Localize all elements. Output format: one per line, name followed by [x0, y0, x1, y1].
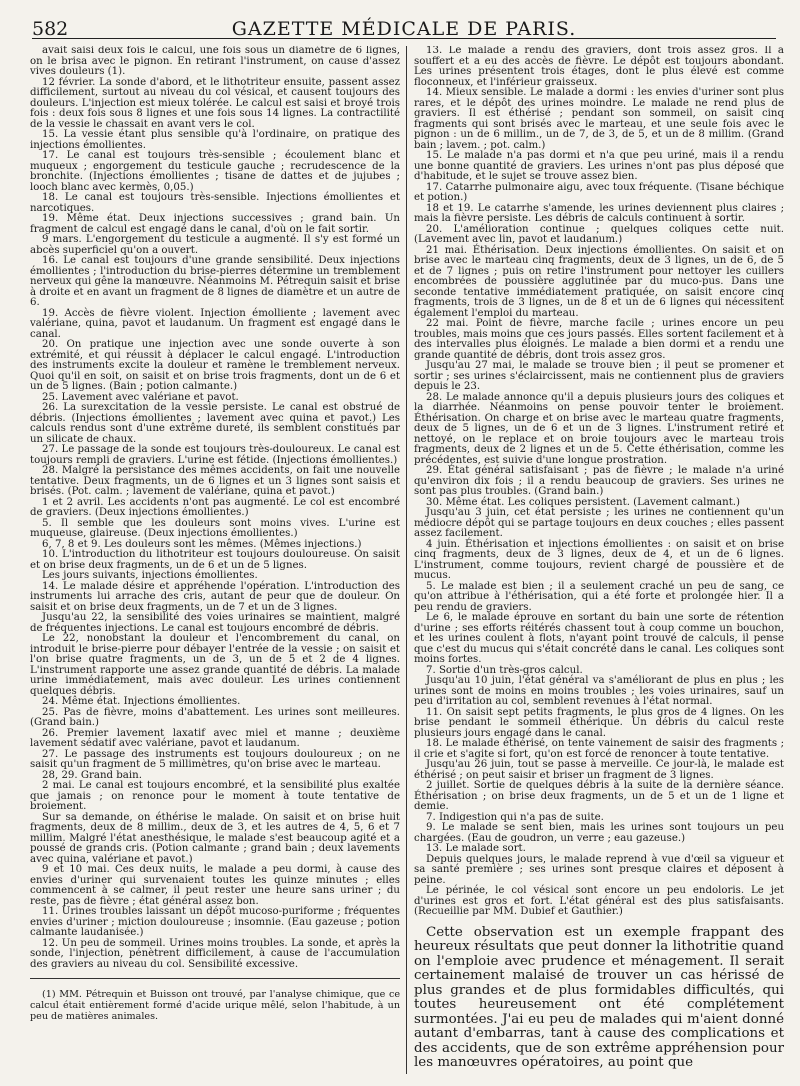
right-column-paragraph: 5. Le malade est bien ; il a seulement craché un peu de sang, ce qu'on attribue à l'éthérisation, qui a été forte et prolongée hier. Il a peu rendu de graviers.	[414, 580, 784, 613]
journal-title: GAZETTE MÉDICALE DE PARIS.	[231, 18, 577, 40]
left-column-paragraph: 15. La vessie étant plus sensible qu'à l'ordinaire, on pratique des injections émollientes.	[30, 129, 400, 151]
left-column-paragraph: 27. Le passage des instruments est toujours douloureux ; on ne saisit qu'un fragment de 5 millimètres, qu'on brise avec le marteau.	[30, 748, 400, 770]
right-column-paragraph: 9. Le malade se sent bien, mais les urines sont toujours un peu chargées. (Eau de goudron, un verre ; eau gazeuse.)	[414, 822, 784, 844]
right-column-paragraph: 17. Catarrhe pulmonaire aigu, avec toux fréquente. (Tisane béchique et potion.)	[414, 181, 784, 203]
left-paragraphs	[30, 46, 400, 970]
left-column-paragraph: 6, 7, 8 et 9. Les douleurs sont les mêmes. (Mêmes injections.)	[42, 538, 362, 550]
page-number: 582	[32, 18, 69, 40]
left-column-paragraph: 2 mai. Le canal est toujours encombré, et la sensibilité plus exaltée que jamais ; on renonce pour le moment à toute tentative de broiement.	[30, 780, 400, 812]
right-column-paragraph: Jusqu'au 10 juin, l'état général va s'améliorant de plus en plus ; les urines sont de moins en moins troubles ; les voies urinaires, sauf un peu d'irritation au col, semblent revenues à l'état normal.	[414, 675, 784, 707]
left-column-paragraph: 24. Même état. Injections émollientes.	[42, 696, 241, 707]
right-column-paragraph: 7. Sortie d'un très-gros calcul.	[426, 664, 583, 676]
left-column-paragraph: 27. Le passage de la sonde est toujours très-douloureux. Le canal est toujours rempli de graviers. L'urine est fétide. (Injections émollientes.)	[30, 444, 400, 466]
left-column-paragraph: 25. Lavement avec valériane et pavot.	[42, 391, 239, 403]
page-header	[32, 8, 776, 39]
right-column-paragraph: 13. Le malade sort.	[426, 843, 526, 854]
left-column-paragraph: 9 et 10 mai. Ces deux nuits, le malade a peu dormi, à cause des envies d'uriner qui survenaient toutes les quinze minutes ; elles commencent à se calmer, il peut rester une heure sans uriner ; du reste, pas de fièvre ; état général assez bon.	[30, 864, 400, 907]
footnote: (1) MM. Pétrequin et Buisson ont trouvé, par l'analyse chimique, que ce calcul était entièrement formé d'acide urique mêlé, selon l'habitude, à un peu de matières animales.	[30, 988, 400, 1022]
left-column-paragraph: 25. Pas de fièvre, moins d'abattement. Les urines sont meilleures. (Grand bain.)	[30, 706, 400, 728]
left-column-paragraph: Les jours suivants, injections émollientes.	[42, 570, 258, 581]
left-column-paragraph: 26. La surexcitation de la vessie persiste. Le canal est obstrué de débris. (Injections émollientes ; lavement avec quina et pavot.) Les calculs rendus sont d'une extrême dureté, ils semblent constitués par un silicate de chaux.	[30, 402, 400, 445]
right-column-paragraph: 18. Le malade éthérisé, on tente vainement de saisir des fragments ; il crie et s'agite si fort, qu'on est forcé de renoncer à toute tentative.	[414, 738, 784, 760]
left-column-paragraph: 28. Malgré la persistance des mêmes accidents, on fait une nouvelle tentative. Deux fragments, un de 6 lignes et un 3 lignes sont saisis et brisés. (Pot. calm. ; lavement de valériane, quina et pavot.)	[30, 465, 400, 497]
left-column-paragraph: 16. Le canal est toujours d'une grande sensibilité. Deux injections émollientes ; l'introduction du brise-pierres détermine un tremblement nerveux qui gêne la manœuvre. Néanmoins M. Pétrequin saisit et brise à droite et en avant un fragment de 8 lignes de diamètre et un autre de 6.	[30, 255, 400, 308]
footnote-rule	[30, 978, 400, 979]
left-column-paragraph: 18. Le canal est toujours très-sensible. Injections émollientes et narcotiques.	[30, 192, 400, 214]
right-column-paragraph: 2 juillet. Sortie de quelques débris à la suite de la dernière séance. Éthérisation ; on brise deux fragments, un de 5 et un de 1 ligne et demie.	[414, 780, 784, 812]
right-column-paragraph: 20. L'amélioration continue ; quelques coliques cette nuit. (Lavement avec lin, pavot et laudanum.)	[414, 223, 784, 245]
left-column-paragraph: Jusqu'au 22, la sensibilité des voies urinaires se maintient, malgré de fréquentes injections. Le canal est toujours encombré de débris.	[30, 612, 400, 634]
right-column-paragraph: 21 mai. Éthérisation. Deux injections émollientes. On saisit et on brise avec le marteau cinq fragments, deux de 3 lignes, un de 6, de 5 et de 7 lignes ; puis on retire l'instrument pour nettoyer les cuillers encombrées de poussière agglutinée par du muco-pus. Dans une seconde tentative immédiatement pratiquée, on saisit encore cinq fragments, trois de 3 lignes, un de 8 et un de 6 lignes qui nécessitent également l'emploi du marteau.	[414, 244, 784, 319]
column-divider	[406, 46, 407, 1074]
left-column-paragraph: 1 et 2 avril. Les accidents n'ont pas augmenté. Le col est encombré de graviers. (Deux injections émollientes.)	[30, 496, 400, 518]
right-column-paragraph: Jusqu'au 26 juin, tout se passe à merveille. Ce jour-là, le malade est éthérisé ; on peut saisir et briser un fragment de 3 lignes.	[414, 759, 784, 781]
right-column	[414, 46, 784, 1078]
right-column-paragraph: 30. Même état. Les coliques persistent. (Lavement calmant.)	[426, 496, 740, 508]
right-paragraphs	[414, 46, 784, 918]
right-column-paragraph: 4 juin. Éthérisation et injections émollientes : on saisit et on brise cinq fragments, deux de 3 lignes, deux de 4, et un de 6 lignes. L'instrument, comme toujours, revient chargé de poussière et de mucus.	[414, 538, 784, 581]
right-column-paragraph: 13. Le malade a rendu des graviers, dont trois assez gros. Il a souffert et a eu des accès de fièvre. Le dépôt est toujours abondant. Les urines présentent trois étages, dont le plus élevé est comme floconneux, et l'inférieur graisseux.	[414, 46, 784, 88]
left-column-paragraph: 12. Un peu de sommeil. Urines moins troubles. La sonde, et après la sonde, l'injection, pénètrent difficilement, à cause de l'accumulation des graviers au niveau du col. Sensibilité excessive.	[30, 937, 400, 970]
right-column-paragraph: 7. Indigestion qui n'a pas de suite.	[426, 811, 604, 823]
left-column-paragraph: 9 mars. L'engorgement du testicule a augmenté. Il s'y est formé un abcès superficiel qu'on a ouvert.	[30, 234, 400, 256]
left-column-paragraph: 28, 29. Grand bain.	[42, 769, 142, 781]
right-column-paragraph: 11. On saisit sept petits fragments, le plus gros de 4 lignes. On les brise pendant le sommeil éthérique. Un débris du calcul reste plusieurs jours engagé dans le canal.	[414, 706, 784, 739]
left-column-paragraph: 19. Même état. Deux injections successives ; grand bain. Un fragment de calcul est engagé dans le canal, d'où on le fait sortir.	[30, 213, 400, 235]
right-column-paragraph: 28. Le malade annonce qu'il a depuis plusieurs jours des coliques et la diarrhée. Néanmoins on pense pouvoir tenter le broiement. Éthérisation. On charge et on brise avec le marteau quatre fragments, deux de 5 lignes, un de 6 et un de 3 lignes. L'instrument retiré et nettoyé, on le replace et on broie toujours avec le marteau trois fragments, deux de 2 lignes et un de 5. Cette éthérisation, comme les précédentes, est suivie d'une longue prostration.	[414, 391, 784, 466]
left-column-paragraph: 12 février. La sonde d'abord, et le lithotriteur ensuite, passent assez difficilement, surtout au niveau du col vésical, et causent toujours des douleurs. L'injection est mieux tolérée. Le calcul est saisi et broyé trois fois : deux fois sous 8 lignes et une fois sous 14 lignes. La contractilité de la vessie le chassait en avant vers le col.	[30, 76, 400, 130]
commentary-paragraph: Cette observation est un exemple frappant des heureux résultats que peut donner la lithotritie quand on l'emploie avec prudence et ménagement. Il serait certainement malaisé de trouver un cas hérissé de plus grandes et de plus formidables difficultés, qui toutes heureusement ont été complétement surmontées. J'ai eu peu de malades qui m'aient donné autant d'embarras, tant à cause des complications et des accidents, que de son extrême appréhension pour les manœuvres opératoires, au point que	[414, 924, 784, 1070]
left-column-paragraph: 26. Premier lavement laxatif avec miel et manne ; deuxième lavement sédatif avec valériane, pavot et laudanum.	[30, 727, 400, 749]
left-column-paragraph: 10. L'introduction du lithotriteur est toujours douloureuse. On saisit et on brise deux fragments, un de 6 et un de 5 lignes.	[30, 549, 400, 571]
left-column	[30, 46, 400, 1078]
right-column-paragraph: 18 et 19. Le catarrhe s'amende, les urines deviennent plus claires ; mais la fièvre persiste. Les débris de calculs continuent à sortir.	[414, 202, 784, 224]
right-column-paragraph: Depuis quelques jours, le malade reprend à vue d'œil sa vigueur et sa santé première ; ses urines sont presque claires et déposent à peine.	[414, 853, 784, 886]
right-column-paragraph: 29. État général satisfaisant ; pas de fièvre ; le malade n'a uriné qu'environ dix fois ; il a rendu beaucoup de graviers. Ses urines ne sont pas plus troubles. (Grand bain.)	[414, 465, 784, 497]
right-column-paragraph: 22 mai. Point de fièvre, marche facile ; urines encore un peu troubles, mais moins que ces jours passés. Elles sortent facilement et à des intervalles plus éloignés. Le malade a bien dormi et a rendu une grande quantité de débris, dont trois assez gros.	[414, 318, 784, 361]
left-column-paragraph: Sur sa demande, on éthérise le malade. On saisit et on brise huit fragments, deux de 8 millim., deux de 3, et les autres de 4, 5, 6 et 7 millim. Malgré l'état anesthésique, le malade s'est beaucoup agité et a poussé de grands cris. (Potion calmante ; grand bain ; deux lavements avec quina, valériane et pavot.)	[30, 811, 400, 865]
right-column-paragraph: Le périnée, le col vésical sont encore un peu endoloris. Le jet d'urines est gros et fort. L'état général est des plus satisfaisants. (Recueillie par MM. Dubief et Gauthier.)	[414, 885, 784, 917]
left-column-paragraph: 5. Il semble que les douleurs sont moins vives. L'urine est muqueuse, glaireuse. (Deux injections émollientes.)	[30, 517, 400, 539]
right-column-paragraph: 14. Mieux sensible. Le malade a dormi : les envies d'uriner sont plus rares, et le dépôt des urines moindre. Le malade ne rend plus de graviers. Il est éthérisé ; pendant son sommeil, on saisit cinq fragments qui sont brisés avec le marteau, et une seule fois avec le pignon : un de 6 millim., un de 7, de 3, de 5, et un de 8 millim. (Grand bain ; lavem. ; pot. calm.)	[414, 87, 784, 151]
left-column-paragraph: avait saisi deux fois le calcul, une fois sous un diamètre de 6 lignes, on le brisa avec le pignon. En retirant l'instrument, on cause d'assez vives douleurs (1).	[30, 46, 400, 77]
right-column-paragraph: Le 6, le malade éprouve en sortant du bain une sorte de rétention d'urine ; ses efforts réitérés chassent tout à coup comme un bouchon, et les urines coulent à flots, n'ayant point trouvé de calculs, il pense que c'est du mucus qui s'était concrété dans le canal. Les coliques sont moins fortes.	[414, 612, 784, 665]
left-column-paragraph: 20. On pratique une injection avec une sonde ouverte à son extrémité, et qui réussit à déplacer le calcul engagé. L'introduction des instruments excite la douleur et ramène le tremblement nerveux. Quoi qu'il en soit, on saisit et on brise trois fragments, dont un de 6 et un de 5 lignes. (Bain ; potion calmante.)	[30, 339, 400, 392]
right-column-paragraph: Jusqu'au 3 juin, cet état persiste ; les urines ne contiennent qu'un médiocre dépôt qui se partage toujours en deux couches ; elles passent assez facilement.	[414, 507, 784, 539]
right-column-paragraph: Jusqu'au 27 mai, le malade se trouve bien ; il peut se promener et sortir ; ses urines s'éclaircissent, mais ne contiennent plus de graviers depuis le 23.	[414, 360, 784, 392]
left-column-paragraph: 14. Le malade désire et appréhende l'opération. L'introduction des instruments lui arrache des cris, autant de peur que de douleur. On saisit et on brise deux fragments, un de 7 et un de 3 lignes.	[30, 580, 400, 613]
left-column-paragraph: 11. Urines troubles laissant un dépôt mucoso-puriforme ; fréquentes envies d'uriner ; miction douloureuse ; insomnie. (Eau gazeuse ; potion calmante laudanisée.)	[30, 906, 400, 938]
left-column-paragraph: Le 22, nonobstant la douleur et l'encombrement du canal, on introduit le brise-pierre pour débayer l'entrée de la vessie ; on saisit et l'on brise quatre fragments, un de 3, un de 5 et 2 de 4 lignes. L'instrument rapporte une assez grande quantité de débris. La malade urine immédiatement, mais avec douleur. Les urines contiennent quelques débris.	[30, 633, 400, 697]
right-column-paragraph: 15. Le malade n'a pas dormi et n'a que peu uriné, mais il a rendu une bonne quantité de graviers. Les urines n'ont pas plus déposé que d'habitude, et le sujet se trouve assez bien.	[414, 150, 784, 182]
left-column-paragraph: 19. Accès de fièvre violent. Injection émolliente ; lavement avec valériane, quina, pavot et laudanum. Un fragment est engagé dans le canal.	[30, 307, 400, 340]
left-column-paragraph: 17. Le canal est toujours très-sensible ; écoulement blanc et muqueux ; engorgement du testicule gauche ; recrudescence de la bronchite. (Injections émollientes ; tisane de dattes et de jujubes ; looch blanc avec kermès, 0,05.)	[30, 150, 400, 193]
